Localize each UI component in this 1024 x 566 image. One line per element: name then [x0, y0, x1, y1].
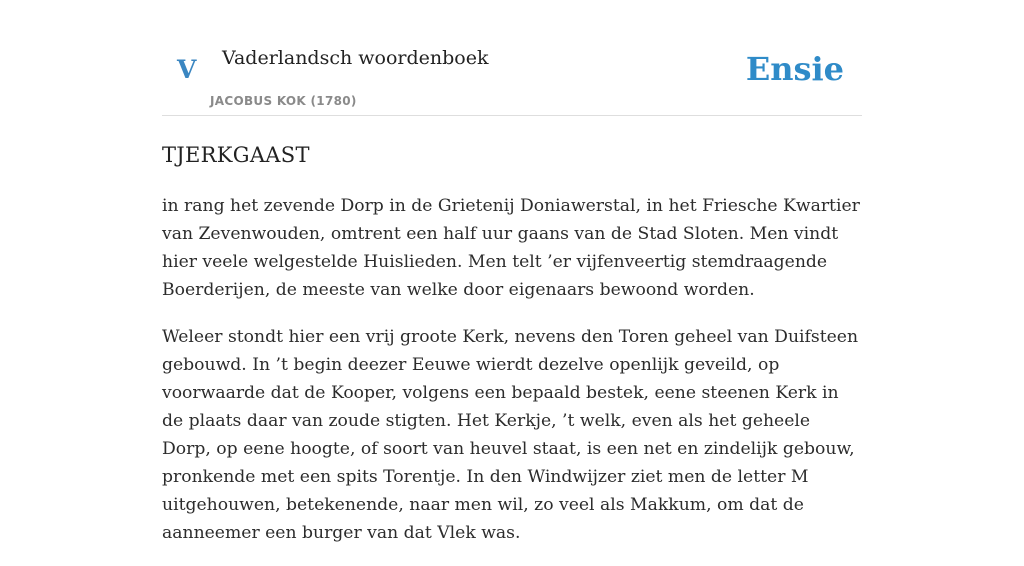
book-letter-badge[interactable]: V: [177, 55, 197, 84]
book-title-link[interactable]: Vaderlandsch woordenboek: [222, 47, 489, 69]
header: [162, 0, 862, 116]
entry-title: TJERKGAAST: [162, 143, 310, 167]
entry-body: [162, 192, 864, 566]
book-author: JACOBUS KOK (1780): [210, 94, 357, 108]
ensie-logo[interactable]: Ensie: [745, 50, 844, 88]
entry-paragraph: in rang het zevende Dorp in de Grietenij Doniawerstal, in het Friesche Kwartier van Zevenwouden, omtrent een half uur gaans van de Stad Sloten. Men vindt hier veele welgestelde Huislieden. Men telt ’er vijfenveertig stemdraagende Boerderijen, de meeste van welke door eigenaars bewoond worden.: [162, 196, 860, 300]
entry-paragraph: Weleer stondt hier een vrij groote Kerk, nevens den Toren geheel van Duifsteen gebouwd. In ’t begin deezer Eeuwe wierdt dezelve openlijk geveild, op voorwaarde dat de Kooper, volgens een bepaald bestek, eene steenen Kerk in de plaats daar van zoude stigten. Het Kerkje, ’t welk, even als het geheele Dorp, op eene hoogte, of soort van heuvel staat, is een net en zindelijk gebouw, pronkende met een spits Torentje. In den Windwijzer ziet men de letter M uitgehouwen, betekenende, naar men wil, zo veel als Makkum, om dat de aanneemer een burger van dat Vlek was.: [162, 327, 859, 543]
